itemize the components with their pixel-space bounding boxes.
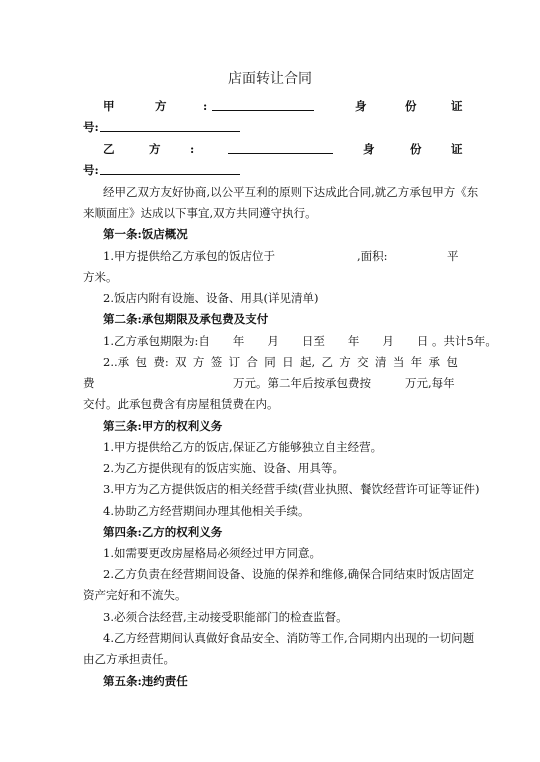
s2-word: 乙: [321, 355, 333, 369]
s3-item-1: 1.甲方提供给乙方的饭店,保证乙方能够独立自主经营。: [103, 440, 383, 454]
party-b-id-char-2: 份: [410, 142, 422, 156]
party-b-id-char-1: 身: [363, 142, 375, 156]
s2-item-1: 1.乙方承包期限为:自 年 月 日至 年 月 日 。共计5年。: [103, 334, 497, 348]
party-b-id-blank[interactable]: [100, 162, 240, 179]
section-5-heading: 第五条:违约责任: [103, 674, 188, 688]
s2-word: 2..承: [103, 355, 130, 369]
party-a-id-char-3: 证: [451, 99, 463, 113]
s4-item-2: 2.乙方负责在经营期间设备、设施的保养和维修,确保合同结束时饭店固定: [103, 567, 475, 581]
party-a-id-char-1: 身: [355, 99, 367, 113]
s2-word: 起,: [299, 355, 316, 369]
party-b-id-char-3: 证: [451, 142, 463, 156]
intro-line-2: 来顺面庄》达成以下事宜,双方共同遵守执行。: [83, 206, 317, 220]
s1-item-2: 2.饭店内附有设施、设备、用具(详见清单): [103, 291, 319, 305]
s2-word: 清: [374, 355, 387, 369]
s2-word: 合: [246, 355, 258, 369]
party-b-char-1: 乙: [103, 142, 115, 156]
s2-word: 交: [357, 355, 369, 369]
s3-item-2: 2.为乙方提供现有的饭店实施、设备、用具等。: [103, 461, 344, 475]
s2-word: 方: [192, 355, 205, 369]
section-1-heading: 第一条:饭店概况: [103, 227, 188, 241]
s2-word: 双: [175, 355, 187, 369]
s2-word: 包: [446, 355, 458, 369]
contract-title: 店面转让合同: [228, 71, 312, 87]
party-a-id-label: 号:: [83, 120, 99, 134]
party-b-name-blank[interactable]: [228, 141, 333, 158]
party-b-colon: :: [190, 142, 195, 156]
intro-line-1: 经甲乙双方友好协商,以公平互利的原则下达成此合同,就乙方承包甲方《东: [103, 185, 479, 199]
section-4-heading: 第四条:乙方的权利义务: [103, 525, 223, 539]
s2-word: 费:: [153, 355, 169, 369]
s1-item-1-cont: 方米。: [83, 270, 118, 284]
s2-word: 同: [264, 355, 276, 369]
party-b-char-2: 方: [149, 142, 161, 156]
s2-word: 方: [339, 355, 351, 369]
s4-item-1: 1.如需要更改房屋格局必须经过甲方同意。: [103, 546, 321, 560]
s2-item-2-line-1: [103, 354, 458, 370]
s2-word: 订: [228, 355, 241, 369]
s4-item-4: 4.乙方经营期间认真做好食品安全、消防等工作,合同期内出现的一切问题: [103, 631, 475, 645]
s2-word: 包: [135, 355, 147, 369]
section-2-heading: 第二条:承包期限及承包费及支付: [103, 312, 269, 326]
s2-item-2-fee-text-2: 万元,每年: [405, 376, 455, 390]
party-a-id-char-2: 份: [405, 99, 417, 113]
s1-item-1-area-label: ,面积:: [357, 249, 388, 263]
s2-item-2-fee-text: 万元。第二年后按承包费按: [233, 376, 371, 390]
s4-item-4-cont: 由乙方承担责任。: [83, 652, 175, 666]
party-a-char-2: 方: [155, 99, 167, 113]
s2-word: 承: [428, 355, 441, 369]
s1-item-1-unit: 平: [447, 249, 459, 263]
party-a-name-blank[interactable]: [212, 98, 314, 115]
s2-word: 当: [392, 355, 405, 369]
s4-item-3: 3.必须合法经营,主动接受职能部门的检查监督。: [103, 610, 348, 624]
section-3-heading: 第三条:甲方的权利义务: [103, 419, 223, 433]
party-a-colon: :: [203, 99, 208, 113]
s2-word: 年: [410, 355, 423, 369]
s2-word: 日: [282, 355, 294, 369]
party-a-char-1: 甲: [103, 99, 115, 113]
s2-item-2-fee-label: 费: [83, 376, 95, 390]
s4-item-2-cont: 资产完好和不流失。: [83, 588, 187, 602]
s1-item-1-text: 1.甲方提供给乙方承包的饭店位于: [103, 249, 275, 263]
s2-item-2-line-3: 交付。此承包费含有房屋租赁费在内。: [83, 397, 279, 411]
s3-item-3: 3.甲方为乙方提供饭店的相关经营手续(营业执照、餐饮经营许可证等证件): [103, 482, 480, 496]
party-a-id-blank[interactable]: [100, 119, 240, 136]
party-b-id-label: 号:: [83, 163, 99, 177]
s2-word: 签: [210, 355, 223, 369]
s3-item-4: 4.协助乙方经营期间办理其他相关手续。: [103, 504, 310, 518]
